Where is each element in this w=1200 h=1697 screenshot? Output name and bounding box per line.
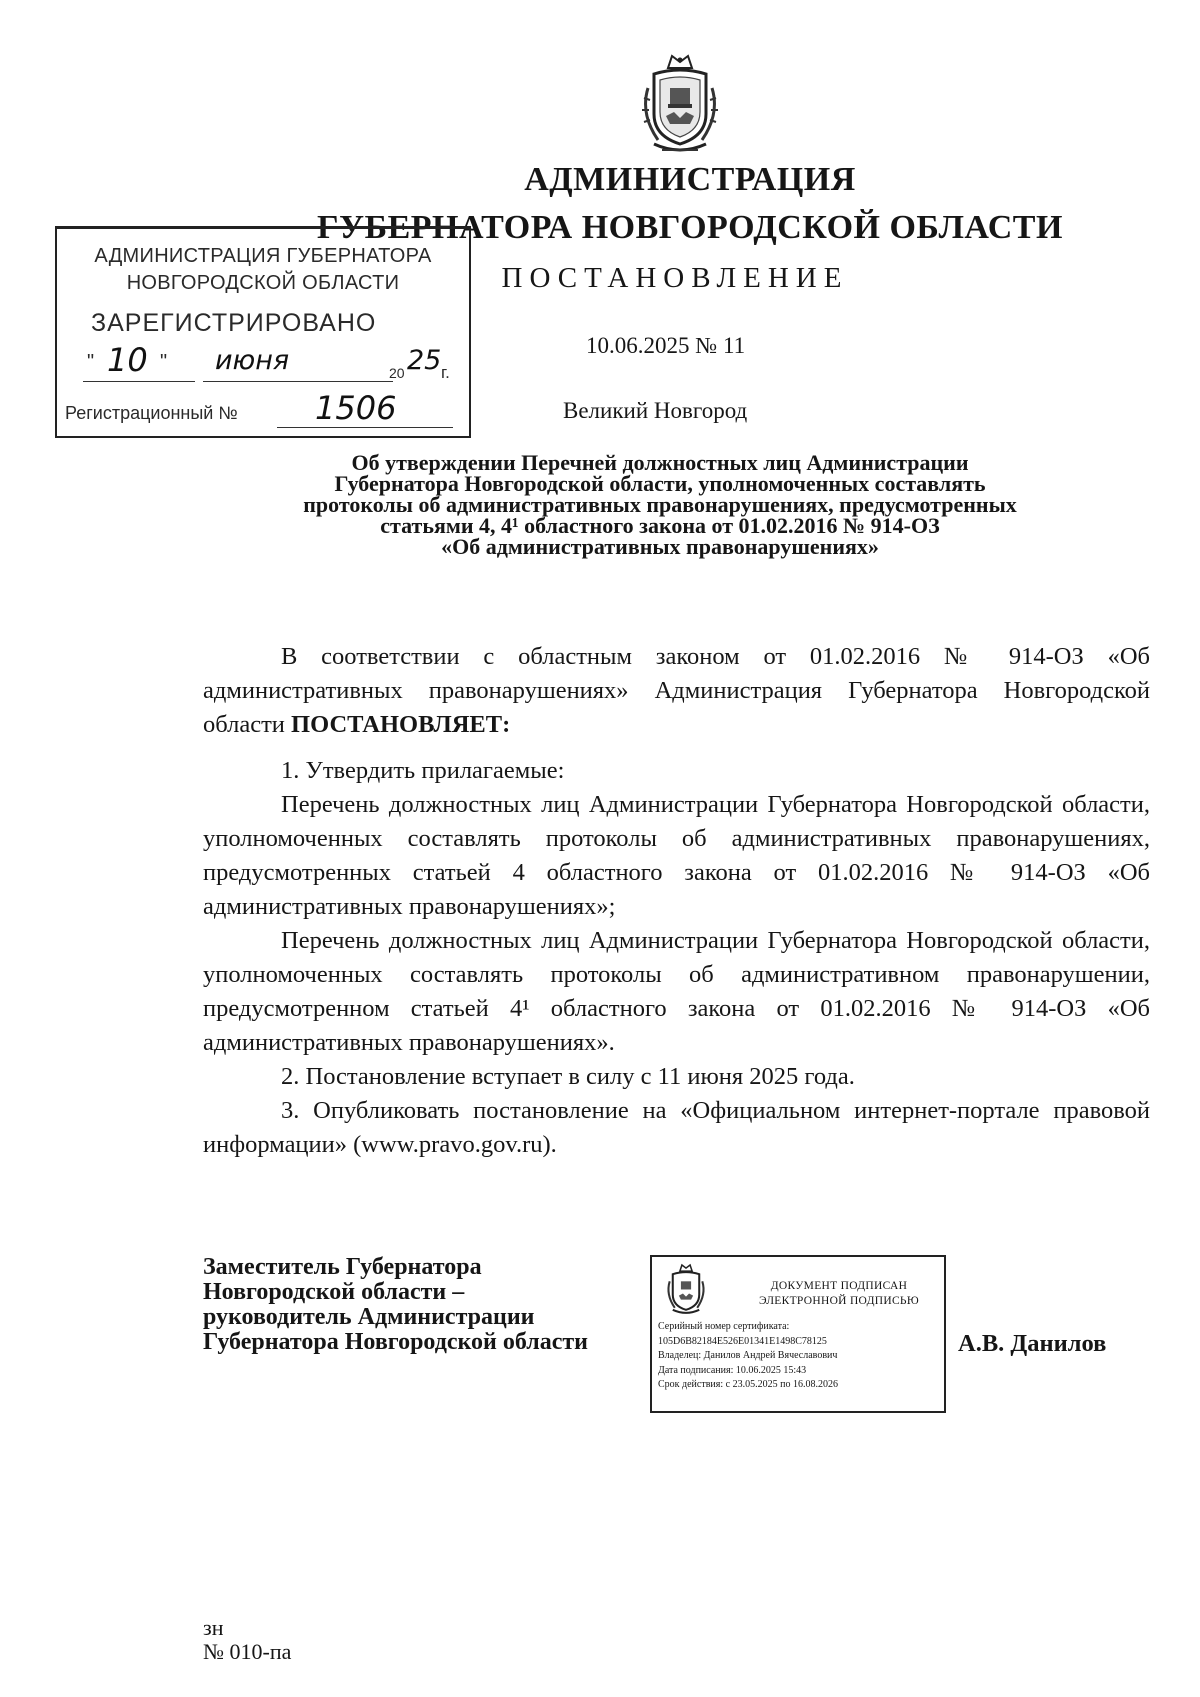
document-title [160, 452, 1160, 557]
signatory-position-line: руководитель Администрации [203, 1304, 535, 1330]
signatory-position-line: Губернатора Новгородской области [203, 1329, 589, 1355]
title-line: протоколы об административных правонарушениях, предусмотренных [303, 492, 1017, 517]
esig-heading [744, 1279, 934, 1309]
footer-initials: зн [203, 1615, 224, 1640]
footer-number: № 010-па [203, 1639, 292, 1664]
item-1: 1. Утвердить прилагаемые: [281, 757, 565, 784]
title-line: статьями 4, 4¹ областного закона от 01.02.2016 № 914-ОЗ [380, 513, 940, 538]
stamp-registered: ЗАРЕГИСТРИРОВАНО [91, 309, 377, 337]
stamp-org-line2: НОВГОРОДСКОЙ ОБЛАСТИ [126, 272, 400, 294]
esig-signed-date: Дата подписания: 10.06.2025 15:43 [658, 1364, 807, 1376]
esig-owner: Владелец: Данилов Андрей Вячеславович [658, 1350, 838, 1361]
org-title-line2: ГУБЕРНАТОРА НОВГОРОДСКОЙ ОБЛАСТИ [317, 209, 1063, 246]
signatory-position-line: Новгородской области – [203, 1279, 465, 1305]
org-title-line1: АДМИНИСТРАЦИЯ [524, 161, 856, 198]
esig-cert-label: Серийный номер сертификата: [658, 1321, 790, 1332]
stamp-month: июня [215, 345, 290, 376]
item-1-list-1: Перечень должностных лиц Администрации Губернатора Новгородской области, уполномоченных составлять протоколы об административных правонарушениях, предусмотренных статьей 4 областного закона от 01.02.2016 № 914-ОЗ «Об административных правонарушениях»; [203, 791, 1150, 920]
electronic-signature-stamp [650, 1255, 946, 1413]
stamp-day-line [83, 381, 195, 382]
stamp-quote-close: " [160, 351, 168, 373]
coat-of-arms-emblem [636, 52, 724, 162]
title-line: Губернатора Новгородской области, уполномоченных составлять [334, 471, 986, 496]
stamp-org-line1: АДМИНИСТРАЦИЯ ГУБЕРНАТОРА [94, 245, 432, 267]
esig-cert-number: 105D6B82184E526E01341E1498C78125 [658, 1335, 827, 1347]
stamp-quote-open: " [87, 351, 95, 373]
document-date-number: 10.06.2025 № 11 [586, 333, 746, 358]
preamble-paragraph [203, 640, 1150, 742]
preamble-decree-word: ПОСТАНОВЛЯЕТ: [291, 711, 511, 738]
esig-emblem-icon [662, 1263, 710, 1319]
preamble-text: В соответствии с областным законом от 01.02.2016 № 914-ОЗ «Об административных правонарушениях» Администрация Губернатора Новгородской области [203, 643, 1150, 738]
stamp-year-unit: г. [441, 363, 450, 382]
esig-details [658, 1320, 838, 1393]
signatory-position-line: Заместитель Губернатора [203, 1254, 482, 1280]
document-body [203, 640, 1150, 1162]
esig-heading-line: ДОКУМЕНТ ПОДПИСАН [770, 1280, 908, 1292]
stamp-year-suffix: 25 [407, 345, 442, 376]
item-3: 3. Опубликовать постановление на «Официальном интернет-портале правовой информации» (www.pravo.gov.ru). [203, 1097, 1150, 1158]
stamp-reg-number: 1506 [315, 389, 397, 427]
item-1-list-2: Перечень должностных лиц Администрации Губернатора Новгородской области, уполномоченных составлять протоколы об административном правонарушении, предусмотренном статьей 4¹ областного закона от 01.02.2016 № 914-ОЗ «Об административных правонарушениях». [203, 927, 1150, 1056]
title-line: Об утверждении Перечней должностных лиц Администрации [351, 450, 969, 475]
stamp-month-line [203, 381, 393, 382]
signatory-position [203, 1255, 643, 1355]
stamp-year-prefix: 20 [389, 365, 405, 381]
item-2: 2. Постановление вступает в силу с 11 июня 2025 года. [281, 1063, 855, 1090]
registration-stamp [55, 226, 471, 438]
stamp-day: 10 [107, 341, 148, 379]
esig-heading-line: ЭЛЕКТРОННОЙ ПОДПИСЬЮ [759, 1295, 919, 1307]
stamp-reg-line [277, 427, 453, 428]
document-city: Великий Новгород [563, 398, 748, 423]
footer-code [203, 1616, 291, 1664]
signatory-name: А.В. Данилов [958, 1330, 1107, 1357]
esig-validity: Срок действия: с 23.05.2025 по 16.08.2026 [658, 1379, 838, 1390]
stamp-reg-label: Регистрационный № [65, 403, 238, 423]
title-line: «Об административных правонарушениях» [441, 534, 879, 559]
document-type: ПОСТАНОВЛЕНИЕ [501, 262, 849, 294]
